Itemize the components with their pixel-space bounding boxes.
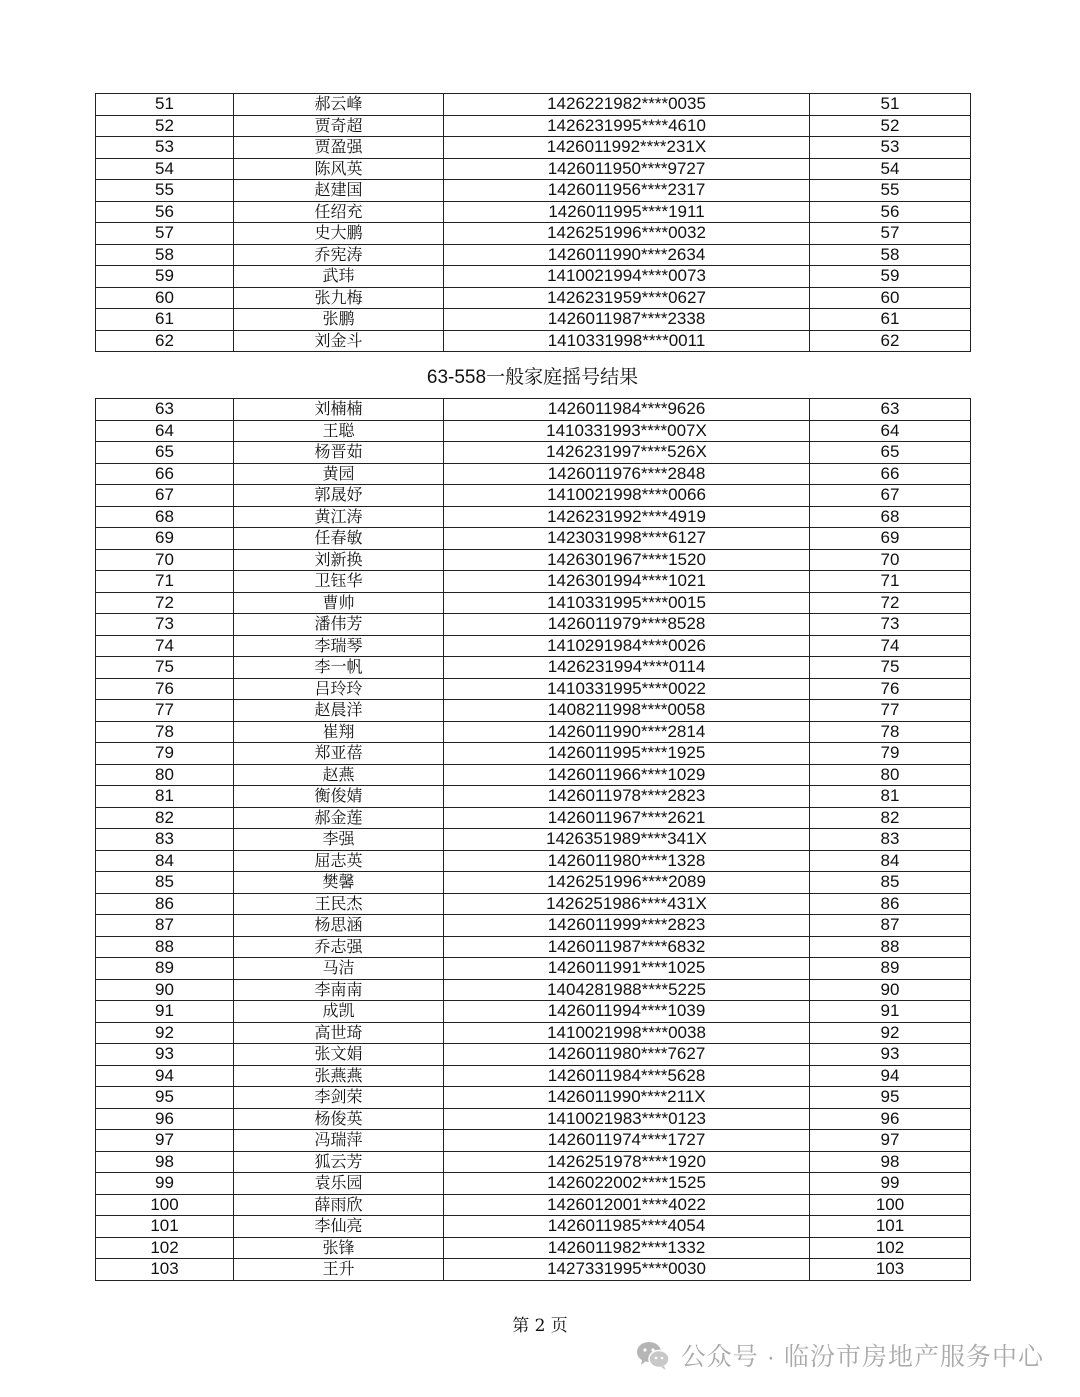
id-number: 1426022002****1525 <box>444 1173 810 1195</box>
id-number: 1426011987****2338 <box>444 309 810 331</box>
row-number: 99 <box>96 1173 234 1195</box>
lottery-number: 71 <box>810 571 971 593</box>
id-number: 1426011987****6832 <box>444 936 810 958</box>
applicant-name: 黄园 <box>234 463 444 485</box>
table-row <box>96 420 971 442</box>
applicant-name: 卫钰华 <box>234 571 444 593</box>
row-number: 62 <box>96 330 234 352</box>
table-row <box>96 223 971 245</box>
lottery-number: 103 <box>810 1259 971 1281</box>
id-number: 1426011979****8528 <box>444 614 810 636</box>
watermark <box>635 1337 1044 1373</box>
row-number: 72 <box>96 592 234 614</box>
table-row <box>96 1237 971 1259</box>
applicant-name: 王聪 <box>234 420 444 442</box>
row-number: 77 <box>96 700 234 722</box>
applicant-name: 王升 <box>234 1259 444 1281</box>
table-row <box>96 1087 971 1109</box>
applicant-name: 刘楠楠 <box>234 399 444 421</box>
table-row <box>96 807 971 829</box>
id-number: 1423031998****6127 <box>444 528 810 550</box>
table-row <box>96 1151 971 1173</box>
id-number: 1426231994****0114 <box>444 657 810 679</box>
lottery-number: 85 <box>810 872 971 894</box>
row-number: 80 <box>96 764 234 786</box>
applicant-name: 狐云芳 <box>234 1151 444 1173</box>
table-row <box>96 309 971 331</box>
id-number: 1426011995****1925 <box>444 743 810 765</box>
lottery-number: 99 <box>810 1173 971 1195</box>
table-row <box>96 743 971 765</box>
row-number: 76 <box>96 678 234 700</box>
table-row <box>96 266 971 288</box>
row-number: 57 <box>96 223 234 245</box>
table-row <box>96 528 971 550</box>
applicant-name: 衡俊婧 <box>234 786 444 808</box>
row-number: 52 <box>96 115 234 137</box>
table-row <box>96 115 971 137</box>
row-number: 73 <box>96 614 234 636</box>
id-number: 1410021994****0073 <box>444 266 810 288</box>
applicant-name: 黄江涛 <box>234 506 444 528</box>
id-number: 1426011994****1039 <box>444 1001 810 1023</box>
id-number: 1426012001****4022 <box>444 1194 810 1216</box>
id-number: 1426011992****231X <box>444 137 810 159</box>
applicant-name: 李剑荣 <box>234 1087 444 1109</box>
table-row <box>96 786 971 808</box>
applicant-name: 李一帆 <box>234 657 444 679</box>
id-number: 1410021998****0038 <box>444 1022 810 1044</box>
applicant-name: 成凯 <box>234 1001 444 1023</box>
table-row <box>96 180 971 202</box>
lottery-number: 58 <box>810 244 971 266</box>
lottery-number: 75 <box>810 657 971 679</box>
id-number: 1426011982****1332 <box>444 1237 810 1259</box>
row-number: 103 <box>96 1259 234 1281</box>
results-table-main <box>95 398 971 1281</box>
applicant-name: 李强 <box>234 829 444 851</box>
id-number: 1426231997****526X <box>444 442 810 464</box>
id-number: 1426011976****2848 <box>444 463 810 485</box>
id-number: 1426011984****5628 <box>444 1065 810 1087</box>
lottery-number: 65 <box>810 442 971 464</box>
table-row <box>96 330 971 352</box>
applicant-name: 乔宪涛 <box>234 244 444 266</box>
lottery-number: 61 <box>810 309 971 331</box>
row-number: 92 <box>96 1022 234 1044</box>
table-row <box>96 936 971 958</box>
lottery-number: 52 <box>810 115 971 137</box>
lottery-number: 59 <box>810 266 971 288</box>
table-row <box>96 137 971 159</box>
lottery-number: 80 <box>810 764 971 786</box>
lottery-number: 93 <box>810 1044 971 1066</box>
row-number: 81 <box>96 786 234 808</box>
applicant-name: 史大鹏 <box>234 223 444 245</box>
row-number: 60 <box>96 287 234 309</box>
id-number: 1426011984****9626 <box>444 399 810 421</box>
table-row <box>96 506 971 528</box>
table-row <box>96 549 971 571</box>
lottery-number: 67 <box>810 485 971 507</box>
row-number: 69 <box>96 528 234 550</box>
table-row <box>96 201 971 223</box>
table-row <box>96 592 971 614</box>
applicant-name: 郑亚蓓 <box>234 743 444 765</box>
applicant-name: 刘新换 <box>234 549 444 571</box>
lottery-number: 69 <box>810 528 971 550</box>
id-number: 1426251978****1920 <box>444 1151 810 1173</box>
row-number: 66 <box>96 463 234 485</box>
table-row <box>96 678 971 700</box>
applicant-name: 张文娟 <box>234 1044 444 1066</box>
lottery-number: 64 <box>810 420 971 442</box>
lottery-number: 96 <box>810 1108 971 1130</box>
table-row <box>96 287 971 309</box>
id-number: 1426011990****211X <box>444 1087 810 1109</box>
applicant-name: 任春敏 <box>234 528 444 550</box>
row-number: 56 <box>96 201 234 223</box>
row-number: 75 <box>96 657 234 679</box>
wechat-icon <box>635 1339 671 1371</box>
lottery-number: 73 <box>810 614 971 636</box>
row-number: 74 <box>96 635 234 657</box>
table-row <box>96 764 971 786</box>
row-number: 63 <box>96 399 234 421</box>
table-row <box>96 829 971 851</box>
watermark-text: 公众号 · 临汾市房地产服务中心 <box>680 1343 1044 1371</box>
applicant-name: 崔翔 <box>234 721 444 743</box>
lottery-number: 51 <box>810 94 971 116</box>
applicant-name: 张九梅 <box>234 287 444 309</box>
table-row <box>96 94 971 116</box>
id-number: 1410021998****0066 <box>444 485 810 507</box>
applicant-name: 陈风英 <box>234 158 444 180</box>
table-row <box>96 463 971 485</box>
table-row <box>96 1173 971 1195</box>
applicant-name: 薛雨欣 <box>234 1194 444 1216</box>
table-row <box>96 958 971 980</box>
section-title: 63-558一般家庭摇号结果 <box>426 367 639 388</box>
row-number: 71 <box>96 571 234 593</box>
table-row <box>96 399 971 421</box>
lottery-number: 98 <box>810 1151 971 1173</box>
row-number: 100 <box>96 1194 234 1216</box>
id-number: 1410291984****0026 <box>444 635 810 657</box>
applicant-name: 李仙亮 <box>234 1216 444 1238</box>
table-row <box>96 700 971 722</box>
applicant-name: 张燕燕 <box>234 1065 444 1087</box>
id-number: 1426231992****4919 <box>444 506 810 528</box>
id-number: 1404281988****5225 <box>444 979 810 1001</box>
lottery-number: 78 <box>810 721 971 743</box>
row-number: 96 <box>96 1108 234 1130</box>
table-row <box>96 1001 971 1023</box>
lottery-number: 53 <box>810 137 971 159</box>
applicant-name: 潘伟芳 <box>234 614 444 636</box>
id-number: 1426231995****4610 <box>444 115 810 137</box>
row-number: 94 <box>96 1065 234 1087</box>
applicant-name: 张鹏 <box>234 309 444 331</box>
id-number: 1426011950****9727 <box>444 158 810 180</box>
lottery-number: 72 <box>810 592 971 614</box>
id-number: 1426221982****0035 <box>444 94 810 116</box>
applicant-name: 李南南 <box>234 979 444 1001</box>
row-number: 89 <box>96 958 234 980</box>
id-number: 1426011991****1025 <box>444 958 810 980</box>
table-row <box>96 244 971 266</box>
applicant-name: 刘金斗 <box>234 330 444 352</box>
lottery-number: 60 <box>810 287 971 309</box>
lottery-number: 84 <box>810 850 971 872</box>
applicant-name: 乔志强 <box>234 936 444 958</box>
row-number: 93 <box>96 1044 234 1066</box>
table-row <box>96 1108 971 1130</box>
row-number: 88 <box>96 936 234 958</box>
row-number: 67 <box>96 485 234 507</box>
row-number: 65 <box>96 442 234 464</box>
lottery-number: 87 <box>810 915 971 937</box>
id-number: 1426251996****2089 <box>444 872 810 894</box>
id-number: 1426251996****0032 <box>444 223 810 245</box>
applicant-name: 贾盈强 <box>234 137 444 159</box>
lottery-number: 102 <box>810 1237 971 1259</box>
id-number: 1426011956****2317 <box>444 180 810 202</box>
row-number: 85 <box>96 872 234 894</box>
id-number: 1426011967****2621 <box>444 807 810 829</box>
table-row <box>96 158 971 180</box>
applicant-name: 杨晋茹 <box>234 442 444 464</box>
lottery-number: 62 <box>810 330 971 352</box>
id-number: 1426011985****4054 <box>444 1216 810 1238</box>
lottery-number: 77 <box>810 700 971 722</box>
id-number: 1410331995****0015 <box>444 592 810 614</box>
table-row <box>96 1022 971 1044</box>
applicant-name: 任绍充 <box>234 201 444 223</box>
table-row <box>96 1216 971 1238</box>
row-number: 64 <box>96 420 234 442</box>
row-number: 101 <box>96 1216 234 1238</box>
lottery-number: 100 <box>810 1194 971 1216</box>
lottery-number: 89 <box>810 958 971 980</box>
applicant-name: 杨思涵 <box>234 915 444 937</box>
row-number: 102 <box>96 1237 234 1259</box>
applicant-name: 赵燕 <box>234 764 444 786</box>
id-number: 1427331995****0030 <box>444 1259 810 1281</box>
id-number: 1426231959****0627 <box>444 287 810 309</box>
table-row <box>96 1130 971 1152</box>
lottery-number: 94 <box>810 1065 971 1087</box>
lottery-number: 91 <box>810 1001 971 1023</box>
row-number: 95 <box>96 1087 234 1109</box>
row-number: 84 <box>96 850 234 872</box>
row-number: 58 <box>96 244 234 266</box>
lottery-number: 101 <box>810 1216 971 1238</box>
applicant-name: 贾奇超 <box>234 115 444 137</box>
row-number: 98 <box>96 1151 234 1173</box>
lottery-number: 90 <box>810 979 971 1001</box>
id-number: 1426251986****431X <box>444 893 810 915</box>
lottery-number: 83 <box>810 829 971 851</box>
table-row <box>96 657 971 679</box>
applicant-name: 袁乐园 <box>234 1173 444 1195</box>
table-row <box>96 721 971 743</box>
applicant-name: 杨俊英 <box>234 1108 444 1130</box>
applicant-name: 高世琦 <box>234 1022 444 1044</box>
lottery-number: 79 <box>810 743 971 765</box>
id-number: 1426011995****1911 <box>444 201 810 223</box>
row-number: 55 <box>96 180 234 202</box>
table-row <box>96 1259 971 1281</box>
applicant-name: 武玮 <box>234 266 444 288</box>
table-row <box>96 915 971 937</box>
table-row <box>96 1065 971 1087</box>
row-number: 78 <box>96 721 234 743</box>
row-number: 97 <box>96 1130 234 1152</box>
applicant-name: 吕玲玲 <box>234 678 444 700</box>
applicant-name: 赵建国 <box>234 180 444 202</box>
table-row <box>96 979 971 1001</box>
applicant-name: 冯瑞萍 <box>234 1130 444 1152</box>
lottery-number: 55 <box>810 180 971 202</box>
id-number: 1426301994****1021 <box>444 571 810 593</box>
applicant-name: 马洁 <box>234 958 444 980</box>
id-number: 1426011966****1029 <box>444 764 810 786</box>
id-number: 1426301967****1520 <box>444 549 810 571</box>
lottery-number: 88 <box>810 936 971 958</box>
lottery-number: 92 <box>810 1022 971 1044</box>
row-number: 53 <box>96 137 234 159</box>
lottery-number: 63 <box>810 399 971 421</box>
applicant-name: 王民杰 <box>234 893 444 915</box>
row-number: 83 <box>96 829 234 851</box>
row-number: 91 <box>96 1001 234 1023</box>
id-number: 1426011980****7627 <box>444 1044 810 1066</box>
id-number: 1426011999****2823 <box>444 915 810 937</box>
table-row <box>96 635 971 657</box>
id-number: 1410331998****0011 <box>444 330 810 352</box>
id-number: 1410331993****007X <box>444 420 810 442</box>
page-number: 第 2 页 <box>512 1316 568 1336</box>
applicant-name: 屈志英 <box>234 850 444 872</box>
lottery-number: 82 <box>810 807 971 829</box>
row-number: 82 <box>96 807 234 829</box>
row-number: 54 <box>96 158 234 180</box>
table-row <box>96 872 971 894</box>
row-number: 79 <box>96 743 234 765</box>
id-number: 1426011978****2823 <box>444 786 810 808</box>
lottery-number: 81 <box>810 786 971 808</box>
applicant-name: 郭晟妤 <box>234 485 444 507</box>
row-number: 68 <box>96 506 234 528</box>
row-number: 51 <box>96 94 234 116</box>
table-row <box>96 571 971 593</box>
applicant-name: 郝金莲 <box>234 807 444 829</box>
lottery-number: 74 <box>810 635 971 657</box>
lottery-number: 57 <box>810 223 971 245</box>
id-number: 1426011990****2814 <box>444 721 810 743</box>
lottery-number: 66 <box>810 463 971 485</box>
lottery-number: 56 <box>810 201 971 223</box>
applicant-name: 李瑞琴 <box>234 635 444 657</box>
applicant-name: 张锋 <box>234 1237 444 1259</box>
table-row <box>96 893 971 915</box>
applicant-name: 曹帅 <box>234 592 444 614</box>
id-number: 1410331995****0022 <box>444 678 810 700</box>
lottery-number: 54 <box>810 158 971 180</box>
lottery-number: 95 <box>810 1087 971 1109</box>
table-row <box>96 442 971 464</box>
table-row <box>96 485 971 507</box>
row-number: 87 <box>96 915 234 937</box>
id-number: 1426351989****341X <box>444 829 810 851</box>
id-number: 1426011974****1727 <box>444 1130 810 1152</box>
lottery-number: 86 <box>810 893 971 915</box>
row-number: 59 <box>96 266 234 288</box>
id-number: 1410021983****0123 <box>444 1108 810 1130</box>
table-row <box>96 1194 971 1216</box>
applicant-name: 郝云峰 <box>234 94 444 116</box>
table-row <box>96 614 971 636</box>
row-number: 90 <box>96 979 234 1001</box>
row-number: 70 <box>96 549 234 571</box>
table-row <box>96 850 971 872</box>
id-number: 1426011980****1328 <box>444 850 810 872</box>
results-table-top <box>95 93 971 352</box>
lottery-number: 97 <box>810 1130 971 1152</box>
applicant-name: 赵晨洋 <box>234 700 444 722</box>
row-number: 86 <box>96 893 234 915</box>
lottery-number: 68 <box>810 506 971 528</box>
lottery-number: 76 <box>810 678 971 700</box>
id-number: 1408211998****0058 <box>444 700 810 722</box>
table-row <box>96 1044 971 1066</box>
applicant-name: 樊馨 <box>234 872 444 894</box>
id-number: 1426011990****2634 <box>444 244 810 266</box>
row-number: 61 <box>96 309 234 331</box>
lottery-number: 70 <box>810 549 971 571</box>
